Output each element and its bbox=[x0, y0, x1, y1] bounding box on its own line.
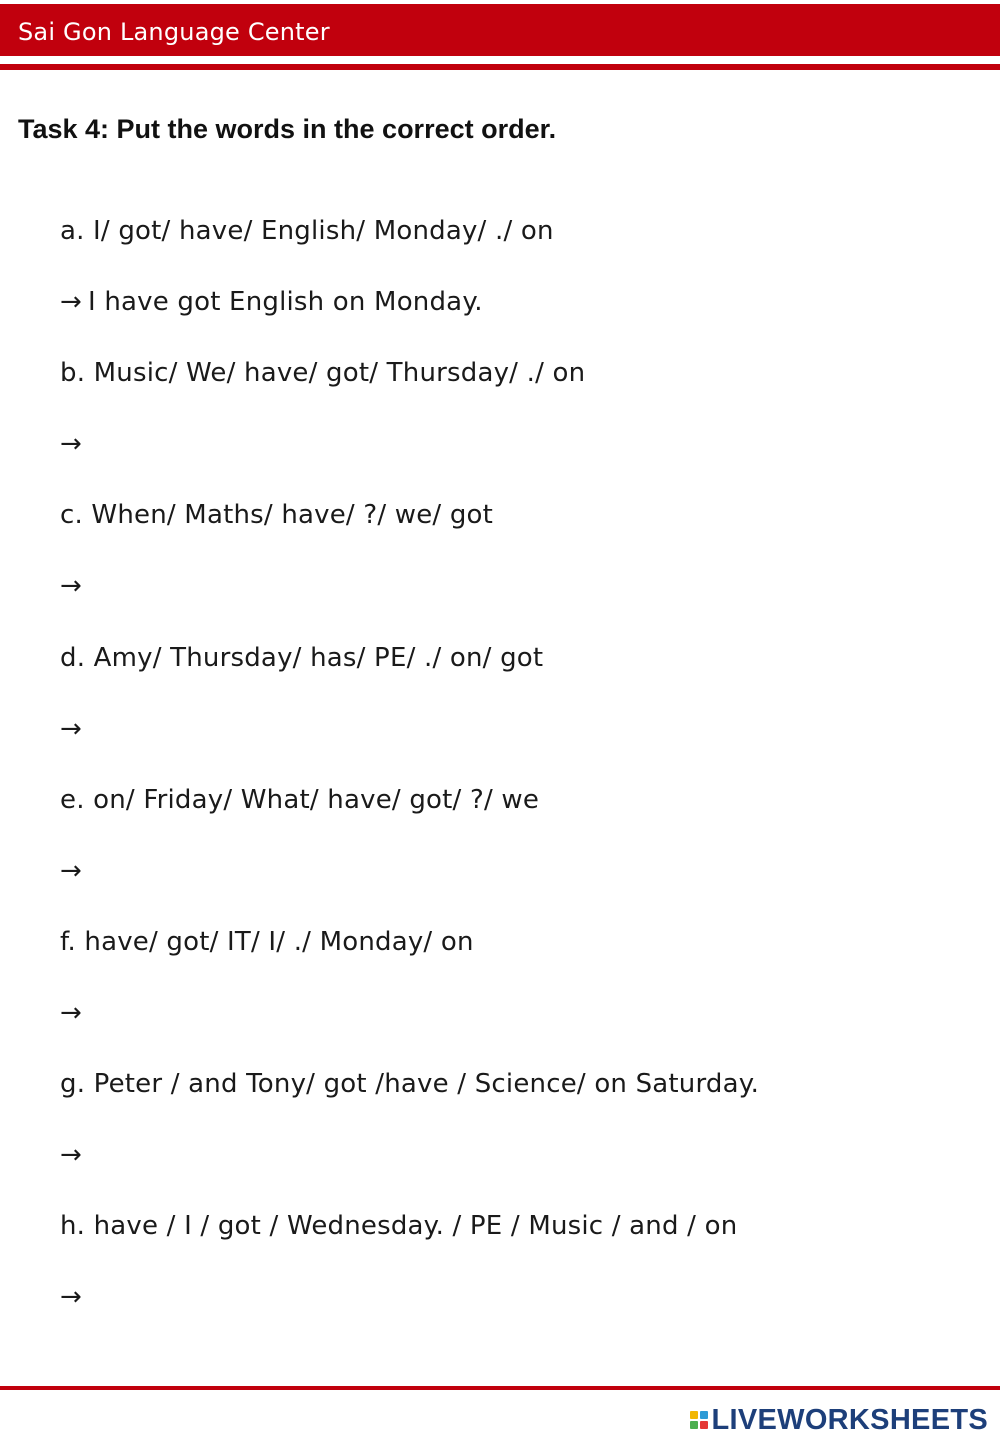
item-c-prompt: c. When/ Maths/ have/ ?/ we/ got bbox=[60, 500, 494, 531]
item-e-answer-line[interactable] bbox=[60, 850, 960, 921]
item-b-answer-line[interactable] bbox=[60, 423, 960, 494]
header-rule bbox=[0, 64, 1000, 70]
arrow-icon: → bbox=[60, 287, 82, 318]
arrow-icon: → bbox=[60, 429, 82, 460]
item-a-answer: I have got English on Monday. bbox=[88, 287, 483, 318]
exercise-list bbox=[60, 210, 960, 1348]
arrow-icon: → bbox=[60, 1282, 82, 1313]
item-f-prompt: f. have/ got/ IT/ I/ ./ Monday/ on bbox=[60, 926, 474, 957]
arrow-icon: → bbox=[60, 998, 82, 1029]
footer-rule bbox=[0, 1386, 1000, 1390]
item-g-answer-line[interactable] bbox=[60, 1134, 960, 1205]
logo-text: LIVEWORKSHEETS bbox=[711, 1403, 988, 1436]
liveworksheets-logo[interactable] bbox=[690, 1402, 989, 1438]
item-h-answer-line[interactable] bbox=[60, 1276, 960, 1347]
arrow-icon: → bbox=[60, 1140, 82, 1171]
item-b-prompt: b. Music/ We/ have/ got/ Thursday/ ./ on bbox=[60, 358, 586, 389]
arrow-icon: → bbox=[60, 855, 82, 886]
arrow-icon: → bbox=[60, 713, 82, 744]
item-g-prompt: g. Peter / and Tony/ got /have / Science/ on Saturday. bbox=[60, 1069, 760, 1100]
item-c-answer-line[interactable] bbox=[60, 565, 960, 636]
liveworksheets-logo-icon bbox=[690, 1411, 708, 1429]
item-d-answer-line[interactable] bbox=[60, 708, 960, 779]
arrow-icon: → bbox=[60, 571, 82, 602]
item-d-prompt: d. Amy/ Thursday/ has/ PE/ ./ on/ got bbox=[60, 642, 544, 673]
item-h-prompt: h. have / I / got / Wednesday. / PE / Music / and / on bbox=[60, 1211, 738, 1242]
item-a-answer-line[interactable] bbox=[60, 281, 960, 352]
task-heading: Task 4: Put the words in the correct order. bbox=[18, 114, 557, 144]
header-title: Sai Gon Language Center bbox=[18, 18, 330, 46]
item-e-prompt: e. on/ Friday/ What/ have/ got/ ?/ we bbox=[60, 784, 540, 815]
item-f-answer-line[interactable] bbox=[60, 992, 960, 1063]
item-a-prompt: a. I/ got/ have/ English/ Monday/ ./ on bbox=[60, 216, 554, 246]
